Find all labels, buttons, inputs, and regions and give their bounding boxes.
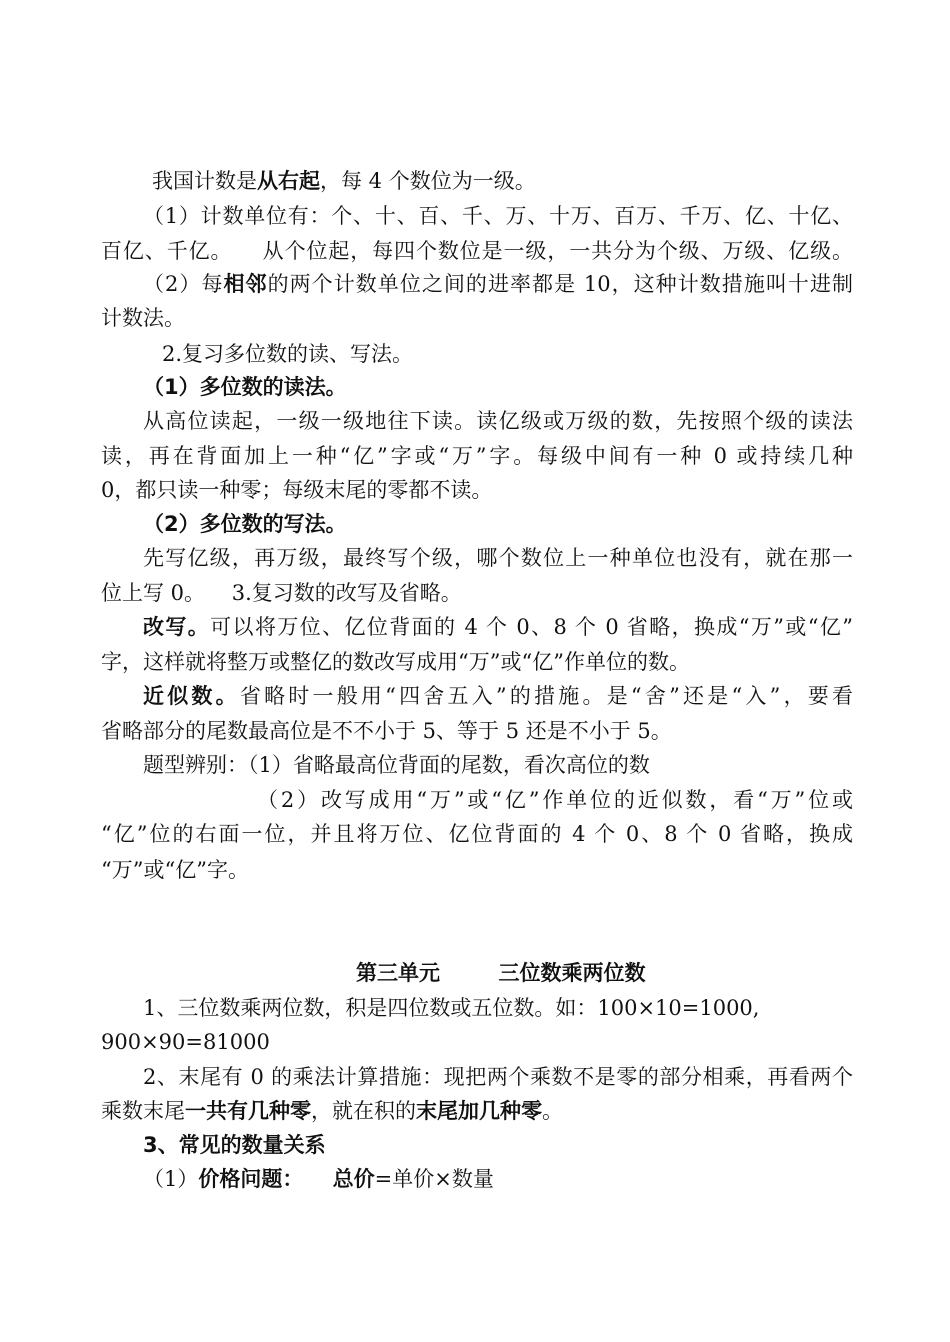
text-line: 900×90=81000 <box>101 1030 270 1054</box>
text-line: “亿”位的右面一位，并且将万位、亿位背面的 4 个 0、8 个 0 省略，换成 <box>101 822 853 846</box>
subheading: 3、常见的数量关系 <box>143 1133 326 1157</box>
text-line: （2）每相邻的两个计数单位之间的进率都是 10，这种计数措施叫十进制 <box>143 272 853 296</box>
text-line: 从高位读起，一级一级地往下读。读亿级或万级的数，先按照个级的读法 <box>143 409 853 433</box>
text-line: 题型辨别：（1）省略最高位背面的尾数，看次高位的数 <box>143 753 650 777</box>
text-line: 省略部分的尾数最高位是不不小于 5、等于 5 还是不小于 5。 <box>101 719 672 743</box>
unit-title: 第三单元 三位数乘两位数 <box>356 961 646 985</box>
text-line: 近似数。省略时一般用“四舍五入”的措施。是“舍”还是“入”，要看 <box>143 684 854 708</box>
text-line: 位上写 0。 3.复习数的改写及省略。 <box>101 581 462 605</box>
text-line: “万”或“亿”字。 <box>101 858 249 882</box>
text-line: 改写。可以将万位、亿位背面的 4 个 0、8 个 0 省略，换成“万”或“亿” <box>143 615 854 639</box>
text-line: 1、三位数乘两位数，积是四位数或五位数。如：100×10=1000, <box>143 996 760 1020</box>
text-line: 计数法。 <box>101 306 185 330</box>
subheading: （1）多位数的读法。 <box>143 375 347 399</box>
text-line: （1）计数单位有：个、十、百、千、万、十万、百万、千万、亿、十亿、 <box>143 204 853 228</box>
section-heading: 2.复习多位数的读、写法。 <box>162 342 414 366</box>
text-line: 我国计数是从右起，每 4 个数位为一级。 <box>152 169 536 193</box>
text-line: 2、末尾有 0 的乘法计算措施：现把两个乘数不是零的部分相乘，再看两个 <box>143 1065 853 1089</box>
text-line: 读，再在背面加上一种“亿”字或“万”字。每级中间有一种 0 或持续几种 <box>101 444 853 468</box>
text-line: （2）改写成用“万”或“亿”作单位的近似数，看“万”位或 <box>257 788 853 812</box>
subheading: （2）多位数的写法。 <box>143 512 347 536</box>
text-line: 字，这样就将整万或整亿的数改写成用“万”或“亿”作单位的数。 <box>101 650 690 674</box>
text-line: 乘数末尾一共有几种零，就在积的末尾加几种零。 <box>101 1099 563 1123</box>
text-line: 百亿、千亿。 从个位起，每四个数位是一级，一共分为个级、万级、亿级。 <box>101 239 853 263</box>
text-line: 先写亿级，再万级，最终写个级，哪个数位上一种单位也没有，就在那一 <box>143 546 853 570</box>
text-line: （1）价格问题： 总价=单价×数量 <box>143 1167 494 1191</box>
text-line: 0，都只读一种零；每级末尾的零都不读。 <box>101 478 493 502</box>
